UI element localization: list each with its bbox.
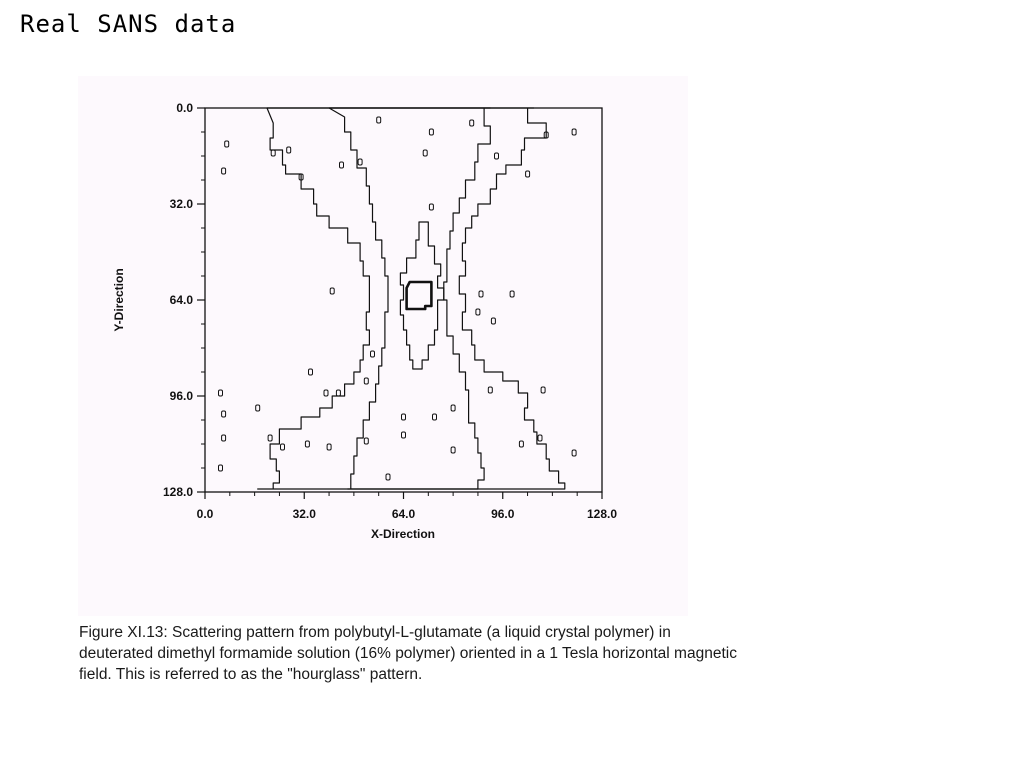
caption-line-1: Figure XI.13: Scattering pattern from polybutyl-L-glutamate (a liquid crystal polymer) in (79, 624, 671, 641)
x-tick-label: 64.0 (391, 507, 416, 521)
contour-island (281, 444, 285, 450)
caption-line-3: field. This is referred to as the "hourglass" pattern. (79, 666, 423, 683)
y-tick-label: 96.0 (169, 389, 193, 403)
contour-island (340, 162, 344, 168)
y-tick-label: 0.0 (176, 101, 193, 115)
contour-island (364, 438, 368, 444)
contour-island (572, 129, 576, 135)
contour-island (495, 153, 499, 159)
contour-island (541, 387, 545, 393)
contour-island (364, 378, 368, 384)
contour-outer-level (258, 108, 565, 489)
figure-caption (79, 622, 909, 685)
x-tick-label: 0.0 (196, 507, 214, 521)
figure-panel (78, 76, 688, 616)
contour-island (225, 141, 229, 147)
x-tick-label: 32.0 (292, 507, 316, 521)
slide-title: Real SANS data (20, 10, 237, 38)
contour-island (479, 291, 483, 297)
contour-middle-level (329, 108, 490, 489)
contour-island (222, 435, 226, 441)
contour-island (287, 147, 291, 153)
contour-island (488, 387, 492, 393)
x-axis (197, 492, 618, 521)
contour-island (429, 204, 433, 210)
island-layer (219, 117, 577, 480)
contour-island (526, 171, 530, 177)
contour-island (371, 351, 375, 357)
contour-island (519, 441, 523, 447)
contour-island (470, 120, 474, 126)
contour-island (219, 465, 223, 471)
contour-center-level (407, 282, 432, 309)
y-tick-label: 128.0 (162, 485, 193, 499)
contour-island (491, 318, 495, 324)
y-tick-label: 32.0 (169, 197, 193, 211)
contour-island (386, 474, 390, 480)
contour-chart (78, 76, 688, 616)
y-axis (163, 101, 205, 499)
contour-island (324, 390, 328, 396)
contour-island (268, 435, 272, 441)
contour-island (429, 129, 433, 135)
contour-island (358, 159, 362, 165)
contour-island (402, 432, 406, 438)
y-axis-title: Y-Direction (112, 268, 126, 332)
contour-island (309, 369, 313, 375)
contour-island (451, 405, 455, 411)
contour-island (451, 447, 455, 453)
contour-island (402, 414, 406, 420)
contour-layer (258, 108, 565, 489)
contour-island (336, 390, 340, 396)
contour-island (256, 405, 260, 411)
contour-island (433, 414, 437, 420)
contour-island (476, 309, 480, 315)
contour-island (423, 150, 427, 156)
x-tick-label: 128.0 (586, 507, 618, 521)
contour-island (327, 444, 331, 450)
contour-island (538, 435, 542, 441)
x-tick-label: 96.0 (491, 507, 515, 521)
contour-island (222, 411, 226, 417)
contour-island (219, 390, 223, 396)
caption-line-2: deuterated dimethyl formamide solution (16% polymer) oriented in a 1 Tesla horizontal magnetic (79, 645, 737, 662)
y-tick-label: 64.0 (169, 293, 193, 307)
contour-island (330, 288, 334, 294)
contour-island (377, 117, 381, 123)
contour-island (572, 450, 576, 456)
contour-island (222, 168, 226, 174)
contour-island (305, 441, 309, 447)
x-axis-title: X-Direction (370, 527, 436, 541)
contour-island (271, 150, 275, 156)
contour-island (510, 291, 514, 297)
